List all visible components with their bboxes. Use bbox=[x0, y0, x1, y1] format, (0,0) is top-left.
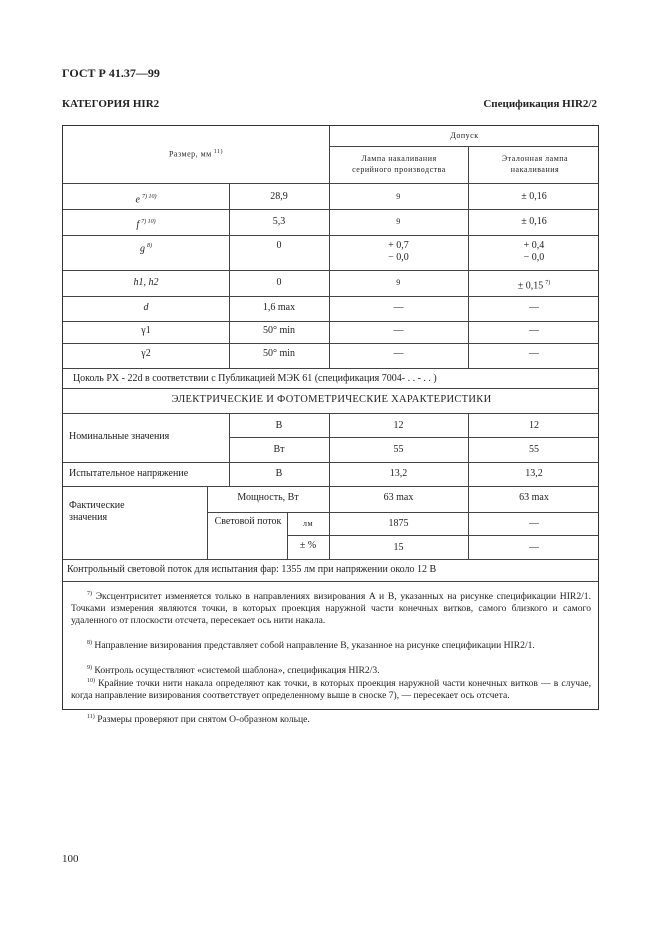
row-f-symbol: f $^{7) 10)}$ bbox=[136, 219, 156, 231]
row-gamma1-reference: — bbox=[529, 325, 539, 336]
unit-watt: Вт bbox=[273, 444, 285, 455]
row-g-production: + 0,7 − 0,0 bbox=[388, 240, 409, 263]
row-f-reference: ± 0,16 bbox=[521, 216, 547, 227]
nominal-values-label: Номинальные значения bbox=[69, 431, 170, 442]
header-tolerance: Допуск bbox=[450, 131, 479, 140]
row-gamma2-value: 50° min bbox=[262, 348, 296, 359]
nominal-volt-production: 12 bbox=[393, 420, 404, 431]
footnote-11: $^{11)}$ Размеры проверяют при снятом O-образном кольце. bbox=[87, 714, 310, 726]
row-h-symbol: h1, h2 bbox=[133, 277, 159, 288]
page-number: 100 bbox=[62, 853, 79, 865]
socket-note: Цоколь PX - 22d в соответствии с Публикацией МЭК 61 (спецификация 7004- . . - . . ) bbox=[73, 373, 437, 384]
row-e-symbol: e $^{7) 10)}$ bbox=[135, 194, 157, 206]
footnote-8: $^{8)}$ Направление визирования представляет собой направление B, указанное на рисунке спецификации HIR2/1. bbox=[87, 640, 535, 652]
row-e-value: 28,9 bbox=[270, 191, 288, 202]
electrical-section-title: ЭЛЕКТРИЧЕСКИЕ И ФОТОМЕТРИЧЕСКИЕ ХАРАКТЕРИСТИКИ bbox=[171, 394, 492, 405]
control-flux-note: Контрольный световой поток для испытания фар: 1355 лм при напряжении около 12 В bbox=[67, 564, 437, 575]
flux-reference: — bbox=[529, 518, 539, 529]
row-h-reference: ± 0,15 $^{7)}$ bbox=[517, 280, 551, 292]
row-h-value: 0 bbox=[276, 277, 282, 288]
tolerance-reference: — bbox=[529, 542, 539, 553]
header-size: Размер, мм $^{11)}$ bbox=[168, 149, 224, 159]
unit-percent: ± % bbox=[299, 540, 317, 551]
actual-values-label: Фактические значения bbox=[69, 500, 125, 523]
row-gamma1-symbol: γ1 bbox=[141, 325, 151, 336]
footnote-7: $^{7)}$ Эксцентриситет изменяется только в направлениях визирования A и B, указанных на рисунке спецификации HIR2/1. Точками измерения являются точки, в которых проекция наружной части конечных витков, самого близкого и самого удаленного от плоскости отсчета, пересекает ось нити накала. bbox=[71, 591, 591, 627]
row-gamma2-reference: — bbox=[529, 348, 539, 359]
row-d-production: — bbox=[393, 302, 404, 313]
footnote-10: $^{10)}$ Крайние точки нити накала определяют как точки, в которых проекция наружной части конечных витков — в случае, когда направление визирования соответствует определенному выше в сноске 7), — пересекает ось отсчета. bbox=[71, 678, 591, 702]
row-e-production: 9 bbox=[396, 192, 401, 201]
test-voltage-production: 13,2 bbox=[389, 468, 408, 479]
specification-title: Спецификация HIR2/2 bbox=[483, 98, 597, 110]
test-unit-volt: В bbox=[275, 468, 283, 479]
tolerance-production: 15 bbox=[393, 542, 404, 553]
nominal-volt-reference: 12 bbox=[529, 420, 539, 431]
unit-lumen: лм bbox=[302, 519, 314, 528]
row-d-value: 1,6 max bbox=[262, 302, 296, 313]
row-gamma1-production: — bbox=[393, 325, 404, 336]
row-gamma2-symbol: γ2 bbox=[141, 348, 151, 359]
row-gamma2-production: — bbox=[393, 348, 404, 359]
row-gamma1-value: 50° min bbox=[262, 325, 296, 336]
row-g-symbol: g $^{8)}$ bbox=[140, 243, 152, 255]
nominal-watt-production: 55 bbox=[393, 444, 404, 455]
row-d-reference: — bbox=[529, 302, 539, 313]
footnote-9: $^{9)}$ Контроль осуществляют «системой шаблона», спецификация HIR2/3. bbox=[87, 665, 380, 677]
specification-table bbox=[62, 125, 599, 726]
test-voltage-reference: 13,2 bbox=[525, 468, 543, 479]
test-voltage-label: Испытательное напряжение bbox=[69, 468, 189, 479]
row-f-value: 5,3 bbox=[272, 216, 286, 227]
row-e-reference: ± 0,16 bbox=[521, 191, 547, 202]
power-label: Мощность, Вт bbox=[237, 492, 299, 503]
flux-production: 1875 bbox=[388, 518, 409, 529]
row-d-symbol: d bbox=[143, 302, 149, 313]
header-reference-lamp: Эталонная лампа накаливания bbox=[501, 154, 569, 174]
header-production-lamp: Лампа накаливания серийного производства bbox=[352, 154, 446, 174]
row-g-reference: + 0,4 − 0,0 bbox=[523, 240, 545, 263]
nominal-watt-reference: 55 bbox=[529, 444, 539, 455]
row-h-production: 9 bbox=[396, 278, 401, 287]
unit-volt: В bbox=[275, 420, 283, 431]
document-code: ГОСТ Р 41.37—99 bbox=[62, 66, 160, 80]
category-title: КАТЕГОРИЯ HIR2 bbox=[62, 98, 160, 110]
luminous-flux-label: Световой поток bbox=[214, 516, 282, 527]
row-g-value: 0 bbox=[276, 240, 282, 251]
row-f-production: 9 bbox=[396, 217, 401, 226]
power-production: 63 max bbox=[383, 492, 414, 503]
power-reference: 63 max bbox=[519, 492, 549, 503]
